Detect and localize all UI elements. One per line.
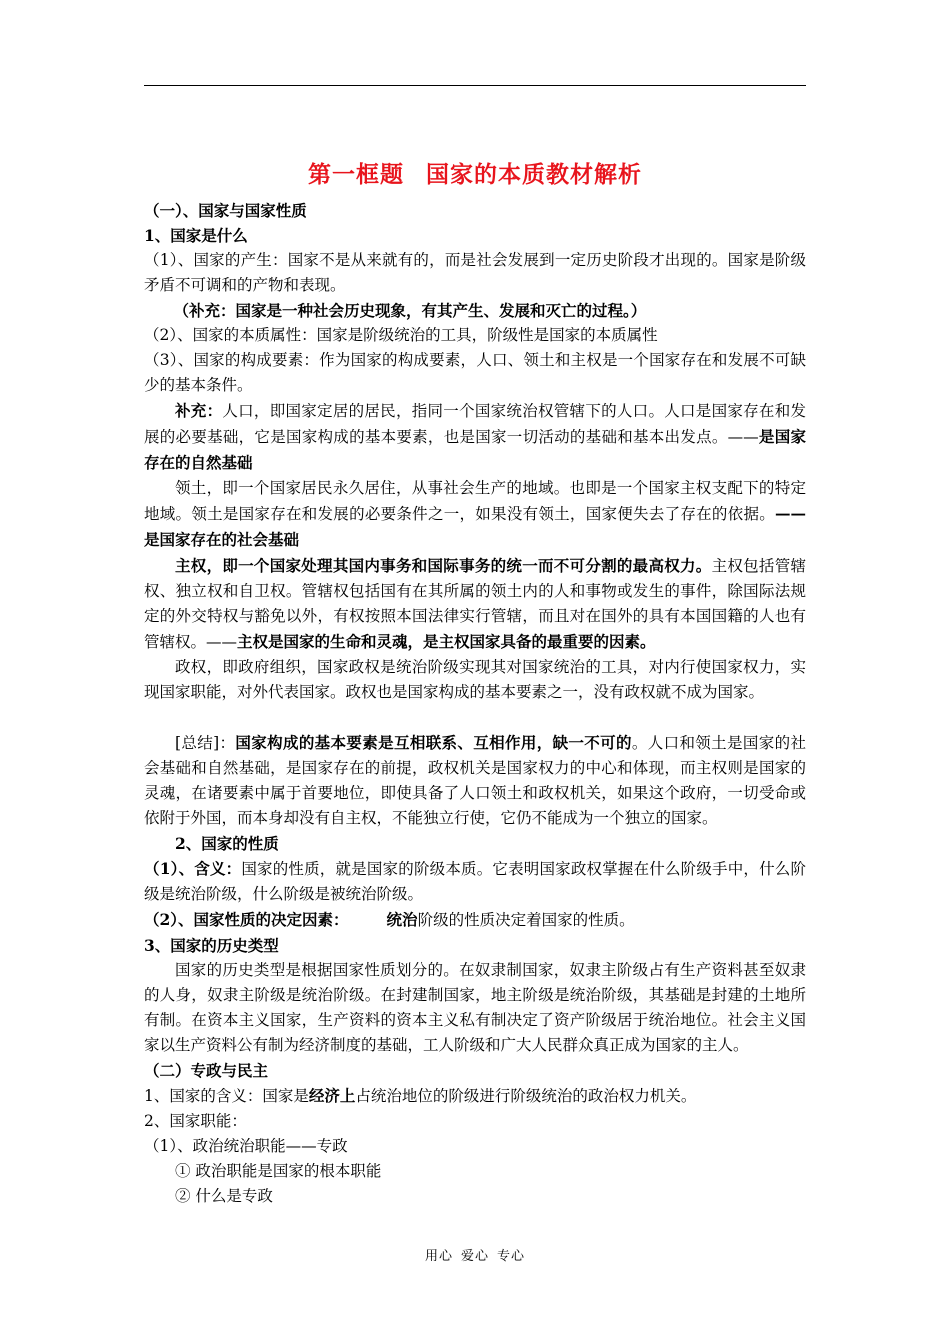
meaning-text-a: 1、国家的含义：国家是 [144,1087,309,1105]
paragraph-summary [144,730,806,831]
paragraph-state-meaning [144,1083,806,1109]
footer-word-2: 爱心 [460,1249,489,1264]
section-heading-2: （二）专政与民主 [144,1061,269,1080]
summary-text: 。人口和领土是国家的社会基础和自然基础，是国家存在的前提，政权机关是国家权力的中心和体现，而主权则是国家的灵魂，在诸要素中属于首要地位，即使具备了人口领土和政权机关，如果这个政府，一切受命或依附于外国，而本身却没有自主权，不能独立行使，它仍不能成为一个独立的国家。 [144,734,806,827]
paragraph-history: 国家的历史类型是根据国家性质划分的。在奴隶制国家，奴隶主阶级占有生产资料甚至奴隶的人身，奴隶主阶级是统治阶级。在封建制国家，地主阶级是统治阶级，其基础是封建的土地所有制。在资本主义国家，生产资料的资本主义私有制决定了资产阶级居于统治地位。社会主义国家以生产资料公有制为经济制度的基础，工人阶级和广大人民群众真正成为国家的主人。 [144,961,806,1054]
paragraph-political-function: （1）、政治统治职能——专政 [144,1137,348,1155]
factor-emphasis: 统治 [386,910,418,929]
paragraph-territory [144,476,806,553]
paragraph-supplement-1: （补充：国家是一种社会历史现象，有其产生、发展和灭亡的过程。） [173,301,647,320]
sovereignty-definition: 主权，即一个国家处理其国内事务和国际事务的统一而不可分割的最高权力。 [175,556,712,575]
summary-label: [总结]： [175,734,236,752]
document-body [144,150,806,1209]
population-text: 人口，即国家定居的居民，指同一个国家统治权管辖下的人口。人口是国家存在和发展的必要基础，它是国家构成的基本要素，也是国家一切活动的基础和基本出发点。—— [144,402,806,446]
territory-text: 领土，即一个国家居民永久居住，从事社会生产的地域。也即是一个国家主权支配下的特定地域。领土是国家存在和发展的必要条件之一，如果没有领土，国家便失去了存在的依据。 [144,479,806,523]
header-rule [144,85,806,86]
list-item-2: ② 什么是专政 [175,1187,273,1205]
population-conclusion: 是国家存在的自然基础 [144,427,806,472]
subheading-historical-types: 3、国家的历史类型 [144,936,279,955]
page-title [144,158,806,192]
factor-text: 阶级的性质决定着国家的性质。 [417,911,635,929]
paragraph-determining-factor [144,907,806,933]
paragraph-population [144,398,806,476]
footer-word-1: 用心 [424,1249,453,1264]
footer-word-3: 专心 [497,1249,526,1264]
list-item-1: ① 政治职能是国家的根本职能 [175,1162,382,1180]
paragraph-elements: （3）、国家的构成要素：作为国家的构成要素，人口、领土和主权是一个国家存在和发展不可缺少的基本条件。 [144,351,806,394]
paragraph-nature [144,856,806,907]
title-part-2: 国家的本质教材解析 [426,161,642,188]
paragraph-essence: （2）、国家的本质属性：国家是阶级统治的工具，阶级性是国家的本质属性 [144,326,658,344]
page-footer [0,1248,950,1266]
nature-label: （1）、含义： [144,859,242,878]
section-heading-1: （一）、国家与国家性质 [144,201,307,220]
paragraph-sovereignty [144,553,806,655]
paragraph-functions: 2、国家职能： [144,1112,247,1130]
factor-label: （2）、国家性质的决定因素： [144,910,349,929]
subheading-what-is-state: 1、国家是什么 [144,226,248,245]
supplement-label: 补充： [175,401,223,420]
sovereignty-text: 主权包括管辖权、独立权和自卫权。管辖权包括国有在其所属的领土内的人和事物或发生的事件，除国际法规定的外交特权与豁免以外，有权按照本国法律实行管辖，而且对在国外的具有本国国籍的人也有管辖权。—— [144,557,806,651]
summary-emphasis: 国家构成的基本要素是互相联系、互相作用，缺一不可的 [235,733,632,752]
title-part-1: 第一框题 [308,161,404,188]
meaning-text-b: 占统治地位的阶级进行阶级统治的政治权力机关。 [355,1087,697,1105]
nature-text: 国家的性质，就是国家的阶级本质。它表明国家政权掌握在什么阶级手中，什么阶级是统治阶级，什么阶级是被统治阶级。 [144,860,806,903]
sovereignty-conclusion: 主权是国家的生命和灵魂，是主权国家具备的最重要的因素。 [237,632,656,651]
subheading-state-nature: 2、国家的性质 [175,834,279,853]
paragraph-origin: （1）、国家的产生：国家不是从来就有的，而是社会发展到一定历史阶段才出现的。国家是阶级矛盾不可调和的产物和表现。 [144,251,806,294]
territory-conclusion: ——是国家存在的社会基础 [144,504,806,549]
meaning-emphasis: 经济上 [308,1086,356,1105]
paragraph-regime: 政权，即政府组织，国家政权是统治阶级实现其对国家统治的工具，对内行使国家权力，实现国家职能，对外代表国家。政权也是国家构成的基本要素之一，没有政权就不成为国家。 [144,658,806,701]
